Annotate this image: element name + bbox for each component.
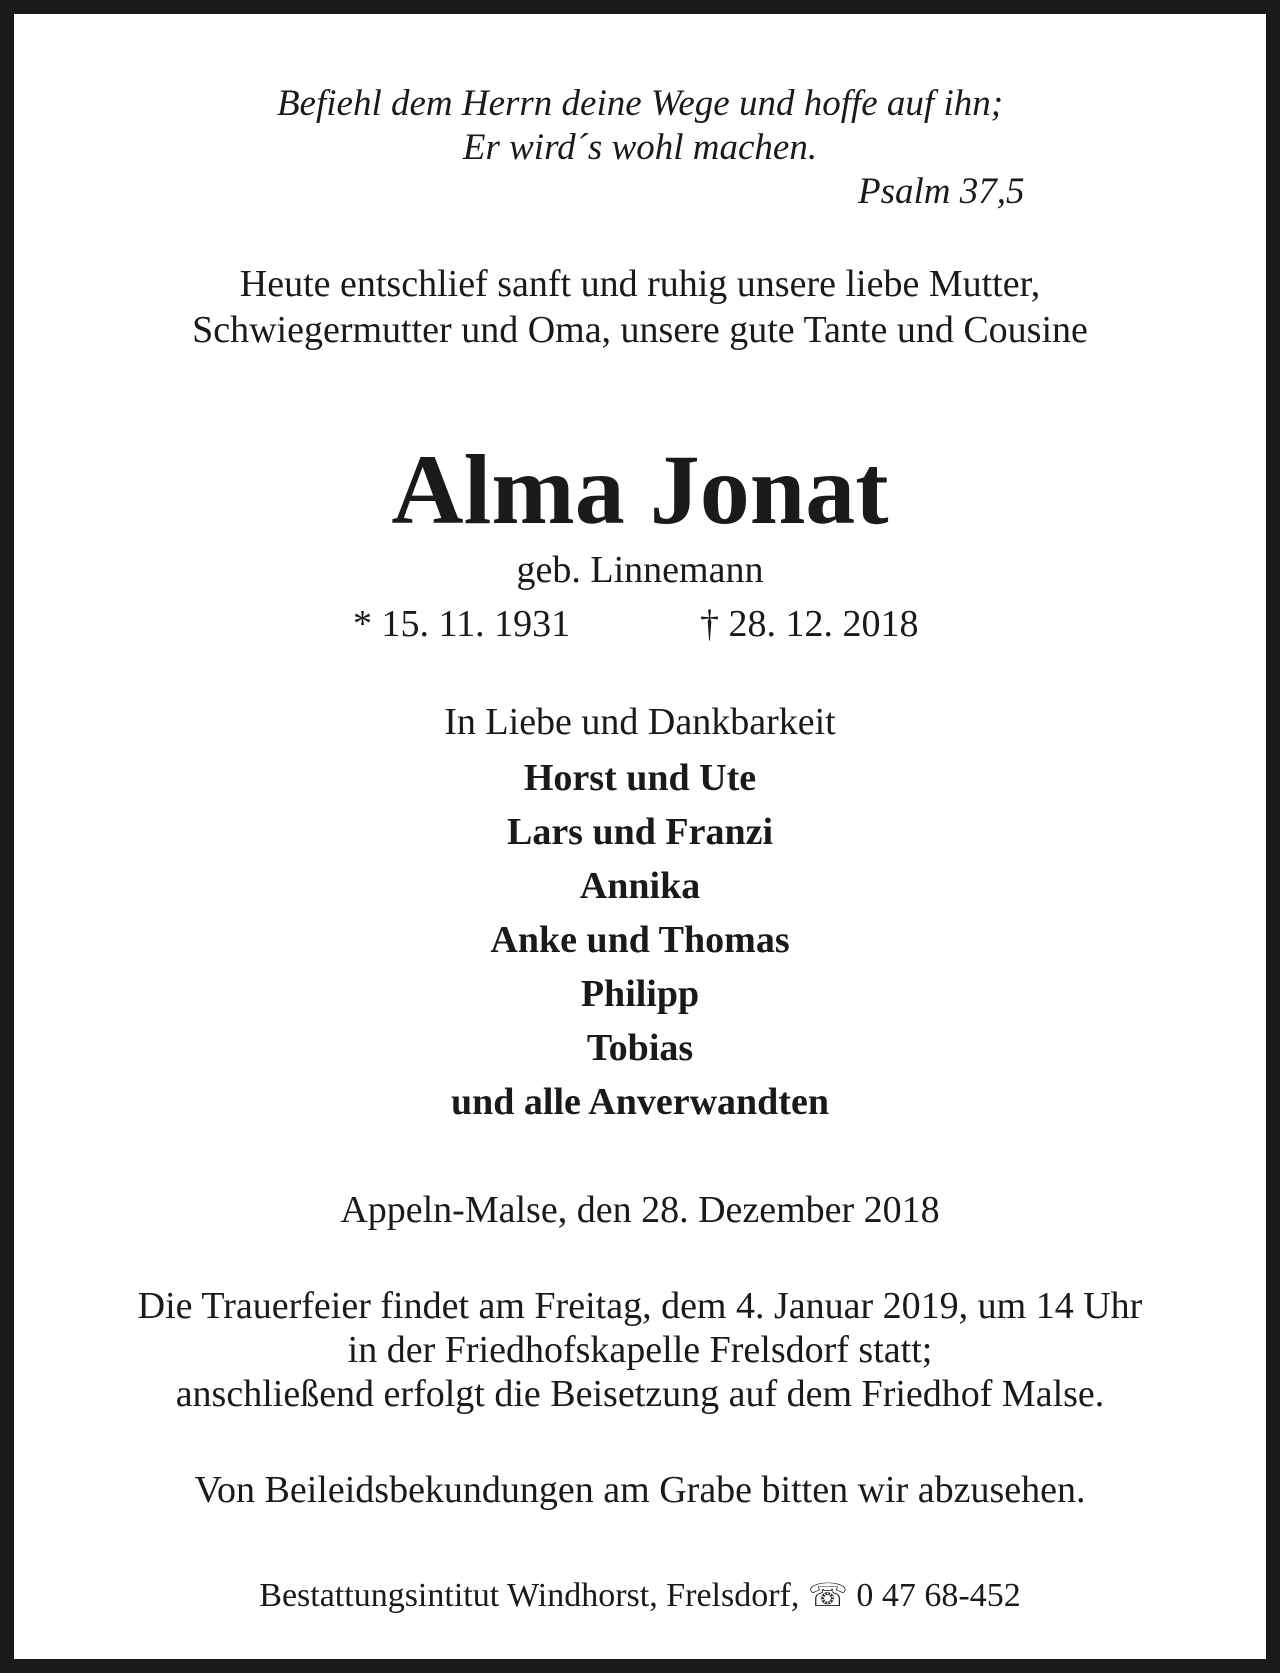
verse-line-2: Er wird´s wohl machen. (462, 127, 818, 168)
mourner-name: Philipp (580, 973, 700, 1015)
mourner-name: Horst und Ute (523, 757, 757, 799)
intro-line-2: Schwiegermutter und Oma, unsere gute Tante und Cousine (192, 309, 1088, 351)
verse-line-1: Befiehl dem Herrn deine Wege und hoffe auf ihn; (276, 83, 1004, 124)
deceased-name: Alma Jonat (391, 434, 889, 545)
mourners-intro: In Liebe und Dankbarkeit (444, 701, 836, 743)
death-date: † 28. 12. 2018 (700, 603, 919, 645)
place-date: Appeln-Malse, den 28. Dezember 2018 (340, 1189, 940, 1231)
intro-line-1: Heute entschlief sanft und ruhig unsere liebe Mutter, (239, 263, 1041, 305)
condolence-note: Von Beileidsbekundungen am Grabe bitten wir abzusehen. (194, 1469, 1086, 1511)
mourner-name: Tobias (586, 1027, 694, 1069)
maiden-name: geb. Linnemann (516, 549, 764, 591)
undertaker-phone: 0 47 68-452 (856, 1577, 1021, 1614)
undertaker-footer (28, 1576, 1252, 1615)
verse-reference: Psalm 37,5 (858, 171, 1025, 212)
funeral-line-3: anschließend erfolgt die Beisetzung auf dem Friedhof Malse. (175, 1373, 1105, 1415)
mourner-name: und alle Anverwandten (451, 1081, 829, 1123)
birth-date: * 15. 11. 1931 (353, 603, 571, 645)
funeral-line-1: Die Trauerfeier findet am Freitag, dem 4. Januar 2019, um 14 Uhr (137, 1285, 1143, 1327)
funeral-line-2: in der Friedhofskapelle Frelsdorf statt; (347, 1329, 933, 1371)
obituary-content (28, 28, 1252, 1645)
mourner-name: Annika (579, 865, 701, 907)
telephone-icon: ☏ (807, 1577, 848, 1613)
mourner-name: Anke und Thomas (490, 919, 790, 961)
undertaker-name: Bestattungsintitut Windhorst, Frelsdorf, (259, 1577, 800, 1614)
mourner-name: Lars und Franzi (506, 811, 774, 853)
